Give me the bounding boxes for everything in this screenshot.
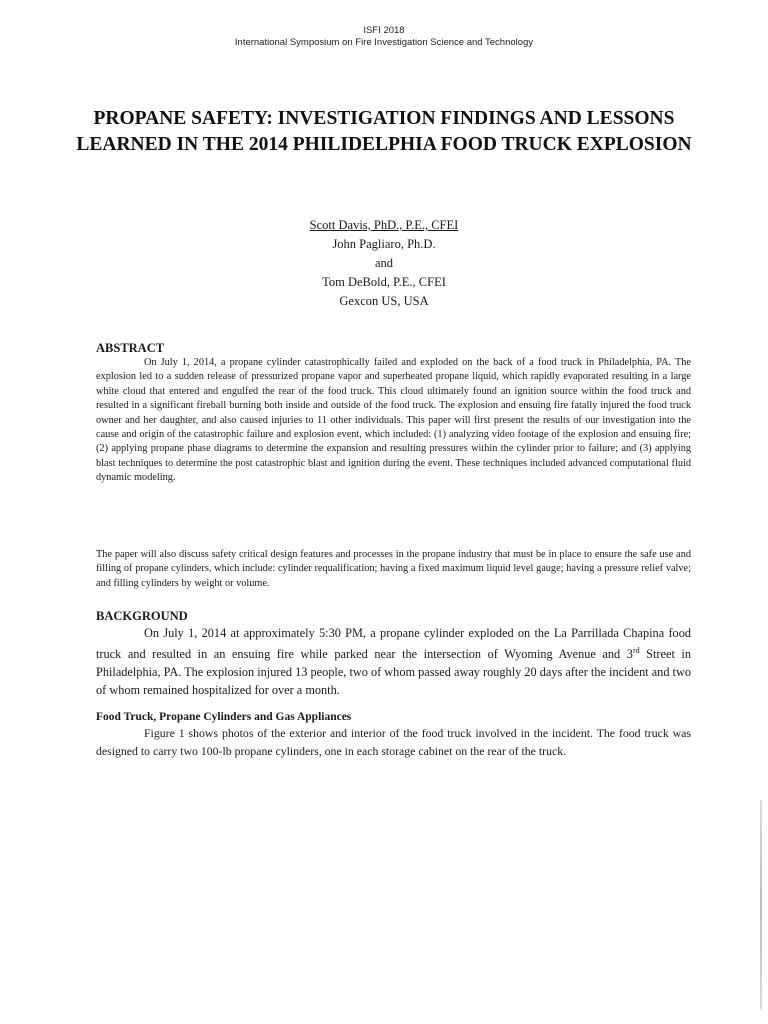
author-conjunction: and [374, 256, 394, 270]
author-affiliation: Gexcon US, USA [339, 294, 429, 308]
paper-title: PROPANE SAFETY: INVESTIGATION FINDINGS AND LESSONS LEARNED IN THE 2014 PHILIDELPHIA FOOD TRUCK EXPLOSION [76, 108, 692, 155]
scan-edge-shadow [760, 800, 762, 1010]
food-truck-heading: Food Truck, Propane Cylinders and Gas Appliances [96, 711, 352, 723]
food-truck-paragraph: Figure 1 shows photos of the exterior and interior of the food truck involved in the incident. The food truck was designed to carry two 100-lb propane cylinders, one in each storage cabinet on the rear of the truck. [96, 726, 691, 758]
food-truck-section [96, 710, 691, 760]
abstract-paragraph-2: The paper will also discuss safety critical design features and processes in the propane industry that must be in place to ensure the safe use and filling of propane cylinders, which include: cylinder requalification; having a fixed maximum liquid level gauge; having a pressure relief valve; and filling cylinders by weight or volume. [96, 549, 691, 589]
conference-full-name: International Symposium on Fire Investigation Science and Technology [234, 37, 534, 48]
background-section [96, 608, 691, 699]
background-paragraph [96, 624, 691, 699]
conference-short-name: ISFI 2018 [363, 25, 405, 36]
abstract-continuation [96, 548, 691, 591]
background-superscript: rd [632, 646, 640, 655]
background-text-a: On July 1, 2014 at approximately 5:30 PM, a propane cylinder exploded on the La Parrillada Chapina food truck and resulted in an ensuing fire while parked near the intersection of Wyoming Avenue and 3 [96, 626, 691, 662]
abstract-section [96, 340, 691, 486]
background-text-b: Street in Philadelphia, PA. The explosion injured 13 people, two of whom passed away roughly 20 days after the incident and two of whom remained hospitalized for over a month. [96, 647, 692, 698]
author-primary: Scott Davis, PhD., P.E., CFEI [309, 218, 459, 232]
background-heading: BACKGROUND [96, 609, 188, 623]
author-secondary: John Pagliaro, Ph.D. [332, 237, 436, 251]
author-block [0, 216, 768, 311]
author-tertiary: Tom DeBold, P.E., CFEI [322, 275, 446, 289]
abstract-heading: ABSTRACT [96, 341, 165, 355]
abstract-paragraph-1: On July 1, 2014, a propane cylinder catastrophically failed and exploded on the back of a food truck in Philadelphia, PA. The explosion led to a sudden release of pressurized propane vapor and superheated propane liquid, which rapidly evaporated resulting in a large white cloud that entered and engulfed the rear of the food truck. This cloud ultimately found an ignition source within the food truck and resulted in a significant fireball burning both inside and outside of the food truck. The explosion and ensuing fire fatally injured the food truck owner and her daughter, and also caused injuries to 11 other individuals. This paper will first present the results of our investigation into the cause and origin of the catastrophic failure and explosion event, which included: (1) analyzing video footage of the explosion and ensuing fire; (2) applying propane phase diagrams to determine the expansion and resulting pressures within the cylinder prior to failure; and (3) applying blast techniques to determine the post catastrophic blast and ignition during the event. These techniques included advanced computational fluid dynamic modeling. [96, 357, 691, 484]
conference-header [0, 0, 768, 49]
